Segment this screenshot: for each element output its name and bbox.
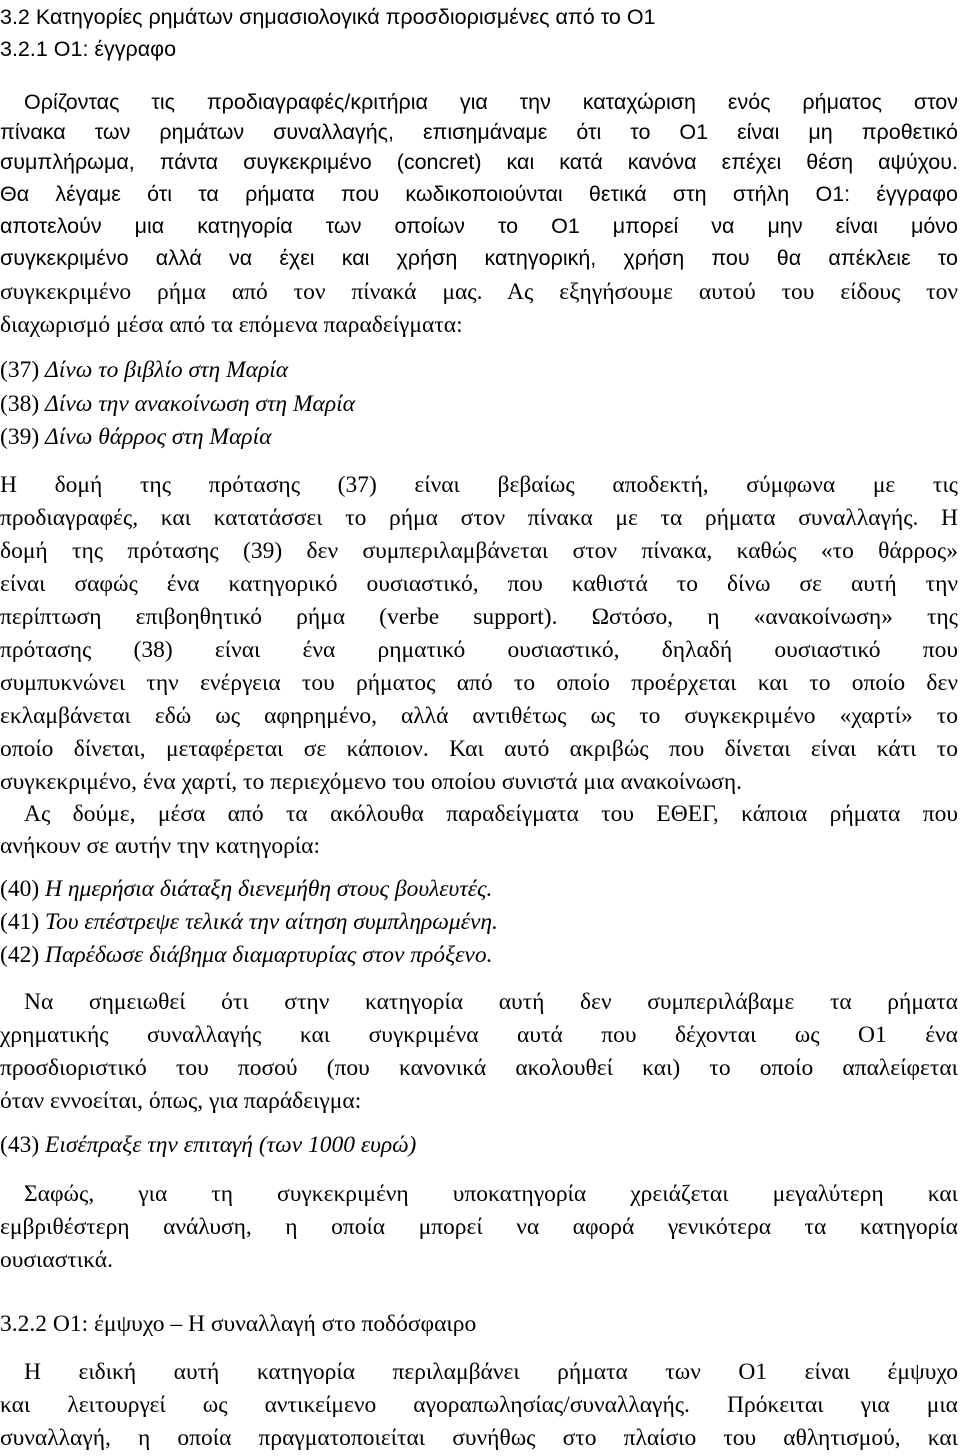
example-item bbox=[0, 355, 958, 385]
text-line: χρηματικής συναλλαγής και συγκριμένα αυτά που δέχονται ως Ο1 ένα bbox=[0, 1022, 958, 1048]
example-number: (41) bbox=[0, 909, 40, 935]
example-number: (37) bbox=[0, 357, 40, 383]
text-line: συγκεκριμένο αλλά να έχει και χρήση κατηγορική, χρήση που θα απέκλειε το bbox=[0, 246, 958, 270]
text-line: και λειτουργεί ως αντικείμενο αγοραπωλησίας/συναλλαγής. Πρόκειται για μια bbox=[0, 1392, 958, 1418]
text-line: Ας δούμε, μέσα από τα ακόλουθα παραδείγματα του ΕΘΕΓ, κάποια ρήματα που bbox=[24, 801, 958, 827]
text-line: πίνακα των ρημάτων συναλλαγής, επισημάναμε ότι το Ο1 είναι μη προθετικό bbox=[0, 120, 958, 144]
text-line: συγκεκριμένο ρήμα από τον πίνακά μας. Ας εξηγήσουμε αυτού του είδους τον bbox=[0, 279, 958, 305]
example-item bbox=[0, 1130, 958, 1160]
text-line: προδιαγραφές, και κατατάσσει το ρήμα στον πίνακα με τα ρήματα συναλλαγής. Η bbox=[0, 505, 958, 531]
text-line: Ορίζοντας τις προδιαγραφές/κριτήρια για την καταχώριση ενός ρήματος στον bbox=[24, 90, 958, 114]
example-number: (42) bbox=[0, 942, 40, 968]
text-line: Να σημειωθεί ότι στην κατηγορία αυτή δεν συμπεριλάβαμε τα ρήματα bbox=[24, 989, 958, 1015]
example-item bbox=[0, 940, 958, 970]
text-line: είναι σαφώς ένα κατηγορικό ουσιαστικό, που καθιστά το δίνω σε αυτή την bbox=[0, 571, 958, 597]
example-item bbox=[0, 389, 958, 419]
text-line: ουσιαστικά. bbox=[0, 1247, 113, 1273]
example-sentence: Του επέστρεψε τελικά την αίτηση συμπληρωμένη. bbox=[45, 909, 498, 935]
text-line: Η δομή της πρότασης (37) είναι βεβαίως αποδεκτή, σύμφωνα με τις bbox=[0, 472, 958, 498]
text-line: αποτελούν μια κατηγορία των οποίων το Ο1 μπορεί να μην είναι μόνο bbox=[0, 214, 958, 238]
text-line: συναλλαγή, η οποία πραγματοποιείται συνήθως στο πλαίσιο του αθλητισμού, και bbox=[0, 1425, 958, 1451]
example-number: (40) bbox=[0, 876, 40, 902]
text-line: Θα λέγαμε ότι τα ρήματα που κωδικοποιούνται θετικά στη στήλη Ο1: έγγραφο bbox=[0, 182, 958, 206]
text-line: εμβριθέστερη ανάλυση, η οποία μπορεί να αφορά γενικότερα τα κατηγορία bbox=[0, 1214, 958, 1240]
text-line: διαχωρισμό μέσα από τα επόμενα παραδείγματα: bbox=[0, 312, 463, 338]
example-item bbox=[0, 422, 958, 452]
example-item bbox=[0, 907, 958, 937]
text-line: συγκεκριμένο, ένα χαρτί, το περιεχόμενο του οποίου συνιστά μια ανακοίνωση. bbox=[0, 769, 743, 795]
example-sentence: Δίνω θάρρος στη Μαρία bbox=[45, 424, 272, 450]
text-line: πρότασης (38) είναι ένα ρηματικό ουσιαστικό, δηλαδή ουσιαστικό που bbox=[0, 637, 958, 663]
example-sentence: Παρέδωσε διάβημα διαμαρτυρίας στον πρόξενο. bbox=[45, 942, 493, 968]
text-line: οποίο δίνεται, μεταφέρεται σε κάποιον. Και αυτό ακριβώς που δίνεται είναι κάτι το bbox=[0, 736, 958, 762]
text-line: συμπλήρωμα, πάντα συγκεκριμένο (concret) και κατά κανόνα επέχει θέση αψύχου. bbox=[0, 150, 958, 174]
text-line: εκλαμβάνεται εδώ ως αφηρημένο, αλλά αντιθέτως ως το συγκεκριμένο «χαρτί» το bbox=[0, 703, 958, 729]
text-line: συμπυκνώνει την ενέργεια του ρήματος από το οποίο προέρχεται και το οποίο δεν bbox=[0, 670, 958, 696]
example-number: (39) bbox=[0, 424, 40, 450]
subsection-heading-3-2-2: 3.2.2 Ο1: έμψυχο – Η συναλλαγή στο ποδόσφαιρο bbox=[0, 1311, 477, 1337]
example-sentence: Η ημερήσια διάταξη διενεμήθη στους βουλευτές. bbox=[45, 876, 493, 902]
example-item bbox=[0, 874, 958, 904]
example-number: (38) bbox=[0, 391, 40, 417]
example-sentence: Εισέπραξε την επιταγή (των 1000 ευρώ) bbox=[45, 1132, 417, 1158]
text-line: δομή της πρότασης (39) δεν συμπεριλαμβάνεται στον πίνακα, καθώς «το θάρρος» bbox=[0, 538, 958, 564]
text-line: ανήκουν σε αυτήν την κατηγορία: bbox=[0, 833, 320, 859]
subsection-heading-3-2-1: 3.2.1 Ο1: έγγραφο bbox=[0, 37, 177, 61]
text-line: Σαφώς, για τη συγκεκριμένη υποκατηγορία χρειάζεται μεγαλύτερη και bbox=[24, 1181, 958, 1207]
section-heading: 3.2 Κατηγορίες ρημάτων σημασιολογικά προσδιορισμένες από το Ο1 bbox=[0, 5, 656, 29]
example-sentence: Δίνω την ανακοίνωση στη Μαρία bbox=[45, 391, 356, 417]
text-line: Η ειδική αυτή κατηγορία περιλαμβάνει ρήματα των Ο1 είναι έμψυχο bbox=[24, 1359, 958, 1385]
text-line: περίπτωση επιβοηθητικό ρήμα (verbe support). Ωστόσο, η «ανακοίνωση» της bbox=[0, 604, 958, 630]
text-line: προσδιοριστικό του ποσού (που κανονικά ακολουθεί και) το οποίο απαλείφεται bbox=[0, 1055, 958, 1081]
example-number: (43) bbox=[0, 1132, 40, 1158]
example-sentence: Δίνω το βιβλίο στη Μαρία bbox=[45, 357, 289, 383]
text-line: όταν εννοείται, όπως, για παράδειγμα: bbox=[0, 1088, 362, 1114]
